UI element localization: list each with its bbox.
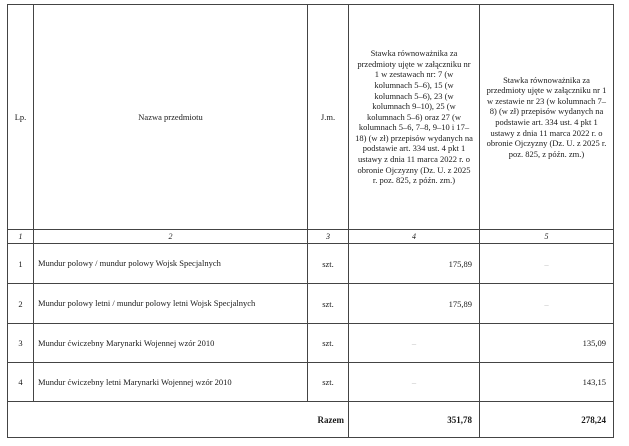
row-col5: –: [480, 244, 614, 284]
header-col5: Stawka równoważnika za przedmioty ujęte w załączniku nr 1 w zestawie nr 23 (w kolumnach 7–8) (w zł) przepisów wydanych na podstawie art. 334 ust. 4 pkt 1 ustawy z dnia 11 marca 2022 r. o obronie Ojczyzny (Dz. U. z 2025 r. poz. 825, z późn. zm.): [480, 5, 614, 230]
row-lp: 3: [8, 324, 34, 363]
header-lp: Lp.: [8, 5, 34, 230]
numbering-row: [8, 230, 614, 244]
row-name: Mundur ćwiczebny Marynarki Wojennej wzór 2010: [34, 324, 308, 363]
row-jm: szt.: [308, 284, 349, 324]
row-col4: –: [349, 324, 480, 363]
row-lp: 4: [8, 363, 34, 402]
table-row: [8, 324, 614, 363]
num-3: 3: [308, 230, 349, 244]
table-row: [8, 244, 614, 284]
total-col5: 278,24: [480, 402, 614, 438]
num-4: 4: [349, 230, 480, 244]
row-col4: 175,89: [349, 284, 480, 324]
total-col4: 351,78: [349, 402, 480, 438]
num-2: 2: [34, 230, 308, 244]
header-col4: Stawka równoważnika za przedmioty ujęte w załączniku nr 1 w zestawach nr: 7 (w kolumnach 5–6), 15 (w kolumnach 5–6), 23 (w kolumnach 9–10), 25 (w kolumnach 5–6) oraz 27 (w kolumnach 5–6, 7–8, 9–10 i 17–18) (w zł) przepisów wydanych na podstawie art. 334 ust. 4 pkt 1 ustawy z dnia 11 marca 2022 r. o obronie Ojczyzny (Dz. U. z 2025 r. poz. 825, z późn. zm.): [349, 5, 480, 230]
num-5: 5: [480, 230, 614, 244]
table-row: [8, 284, 614, 324]
table-row: [8, 363, 614, 402]
row-col5: 143,15: [480, 363, 614, 402]
row-name: Mundur polowy letni / mundur polowy letni Wojsk Specjalnych: [34, 284, 308, 324]
total-row: [8, 402, 614, 438]
row-name: Mundur ćwiczebny letni Marynarki Wojennej wzór 2010: [34, 363, 308, 402]
header-jm: J.m.: [308, 5, 349, 230]
row-lp: 2: [8, 284, 34, 324]
row-col5: –: [480, 284, 614, 324]
num-1: 1: [8, 230, 34, 244]
row-lp: 1: [8, 244, 34, 284]
row-jm: szt.: [308, 244, 349, 284]
total-label: Razem: [8, 402, 349, 438]
row-col5: 135,09: [480, 324, 614, 363]
row-col4: 175,89: [349, 244, 480, 284]
row-jm: szt.: [308, 324, 349, 363]
header-row: [8, 5, 614, 230]
header-name: Nazwa przedmiotu: [34, 5, 308, 230]
row-name: Mundur polowy / mundur polowy Wojsk Specjalnych: [34, 244, 308, 284]
rates-table: [7, 4, 614, 438]
row-col4: –: [349, 363, 480, 402]
row-jm: szt.: [308, 363, 349, 402]
